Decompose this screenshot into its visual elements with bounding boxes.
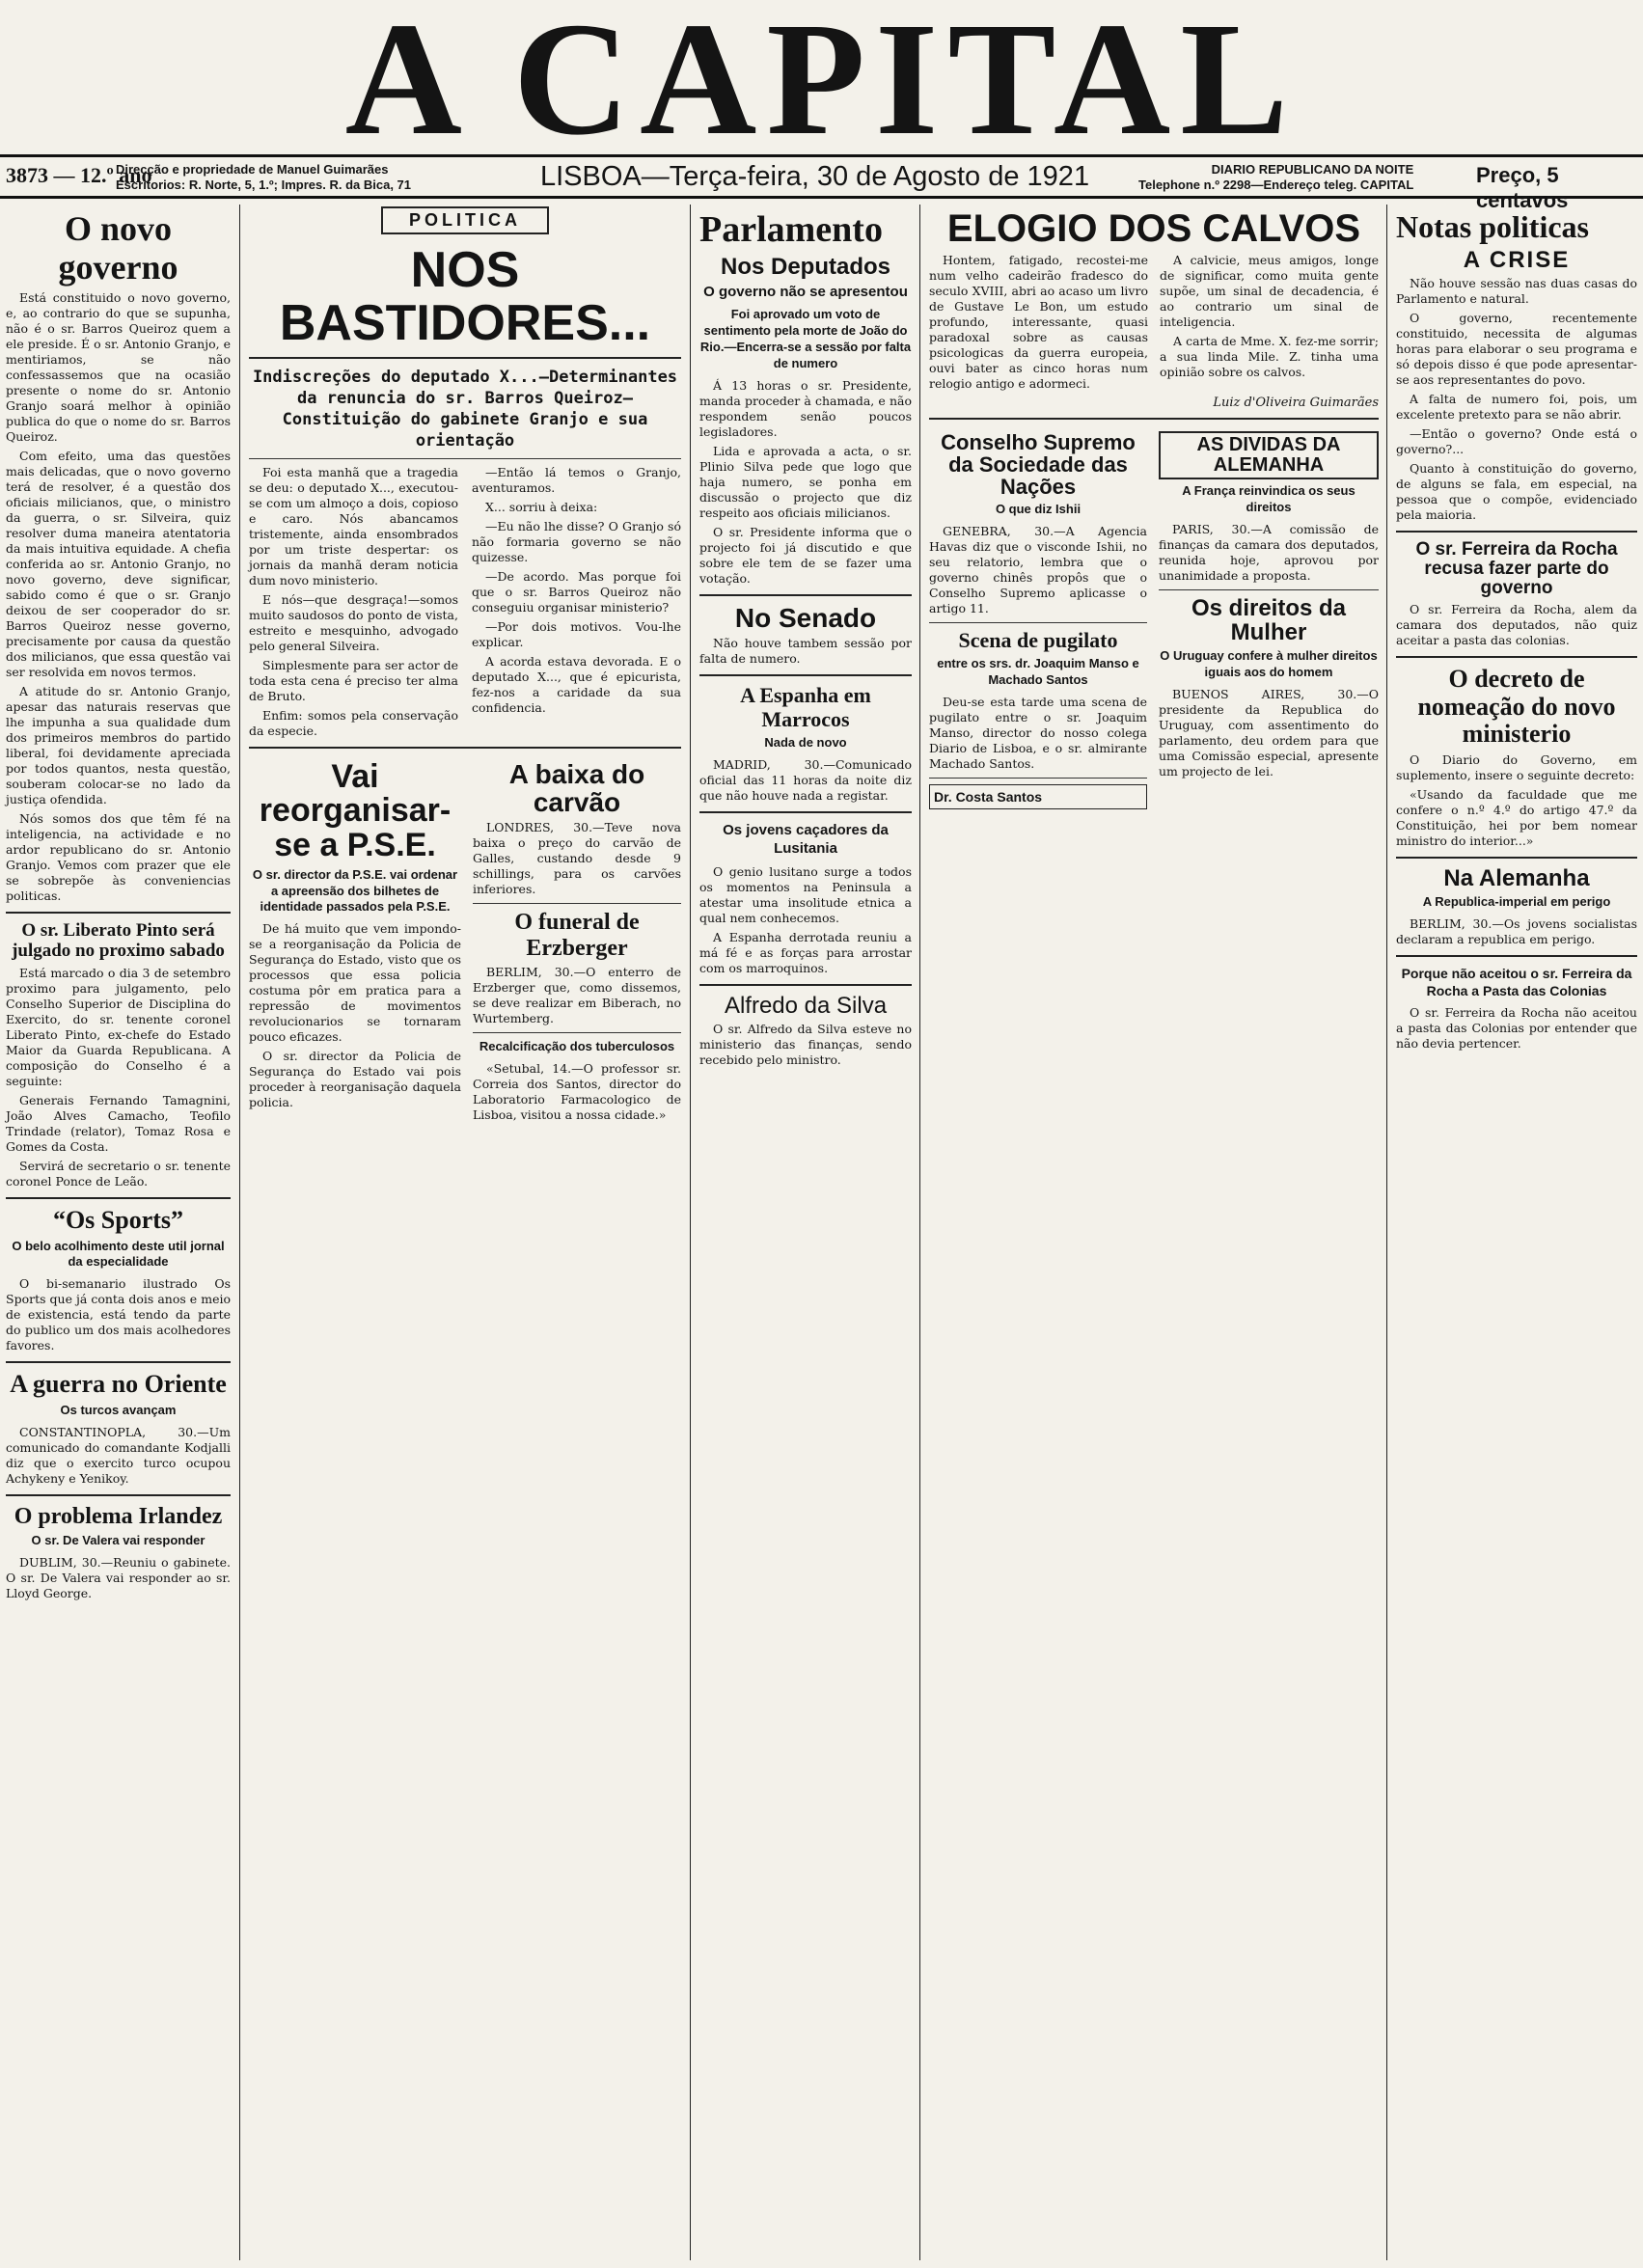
article-title: Conselho Supremo da Sociedade das Nações [941,430,1136,500]
article-title: O sr. Liberato Pinto será julgado no proximo sabado [12,920,225,962]
column-rule [690,205,691,2260]
article-paragraph: —Eu não lhe disse? O Granjo só não formaria governo se não quizesse. [472,518,681,564]
article-paragraph: Lida e aprovada a acta, o sr. Plinio Silva pede que logo que haja numero, se ponha em discussão o projecto que diz respeito aos oficiais milicianos. [699,444,912,521]
paper-info [1138,162,1413,193]
article-title: A Espanha em Marrocos [740,683,871,731]
article-body [249,465,681,739]
article-paragraph: Não houve sessão nas duas casas do Parlamento e natural. [1396,276,1637,307]
article-paragraph: Quanto à constituição do governo, de alguns se fala, em especial, na pessoa que o compõe, evidenciado pela maioria. [1396,461,1637,523]
article-paragraph: A carta de Mme. X. fez-me sorrir; a sua linda Mile. Z. tinha uma opinião sobre os calvos. [1160,334,1379,379]
divider [6,912,231,914]
article-paragraph: X... sorriu à deixa: [485,499,598,514]
article-paragraph: Com efeito, uma das questões mais delicadas, que o novo governo terá de resolver, é a questão dos oficiais milicianos, que, o ministro da guerra, o sr. Silveira, quiz resolver duma maneira atentatoria da mais intuitiva equidade. A chefia conferida ao sr. Antonio Granjo, no novo governo, deve significar, sabido como é que o sr. Granjo deixou de ser cooperador do sr. Barros Queiroz nesse governo, precisamente por causa da questão dos milicianos, que essa questão vai ser resolvida em novos termos. [6,449,231,680]
article-paragraph: LONDRES, 30.—Teve nova baixa o preço do carvão de Galles, custando desde 9 schillings, para os carvões inferiores. [473,820,681,897]
article-paragraph: O genio lusitano surge a todos os momentos na Peninsula a atestar uma insolitude etnica a qual nem conhecemos. [699,863,912,925]
article-paragraph: MADRID, 30.—Comunicado oficial das 11 horas da noite diz que não houve nada a registar. [699,756,912,803]
offices-line: Escritorios: R. Norte, 5, 1.º; Impres. R. da Bica, 71 [116,178,412,192]
divider [1396,955,1637,957]
article-paragraph: Nós somos dos que têm fé na inteligencia, na actividade e no ardor republicano do sr. Antonio Granjo. Vemos com prazer que ele se sobrepõe às conveniencias politicas. [6,811,231,904]
article-subtitle: entre os srs. dr. Joaquim Manso e Machado Santos [937,656,1139,688]
column-5 [1390,205,1643,2260]
article-title: Os jovens caçadores da Lusitania [723,821,889,858]
article-paragraph: Hontem, fatigado, recostei-me num velho cadeirão fradesco do seculo XVIII, abri ao acaso um livro de Gustave Le Bon, um estudo profundo, interessante, quasi paradoxal sobre as causas psicologicas da guerra europeia, ouvi bater as cinco horas num relogio antigo e adormeci. [929,253,1148,391]
sub-column-right [473,756,681,1127]
article-paragraph: A falta de numero foi, pois, um excelente pretexto para se não abrir. [1396,392,1637,423]
section-label: POLITICA [381,206,549,234]
author-signature: Luiz d'Oliveira Guimarães [1213,396,1379,410]
article-title: Scena de pugilato [958,628,1118,653]
article-body [929,253,1379,392]
paper-type: DIARIO REPUBLICANO DA NOITE [1211,162,1414,177]
article-subtitle: O Uruguay confere à mulher direitos iguais aos do homem [1160,648,1378,680]
article-subtitle: O belo acolhimento deste util jornal da especialidade [12,1238,225,1270]
article-paragraph: BUENOS AIRES, 30.—O presidente da Republica do Uruguay, com assentimento do parlamento, deu ordem para que uma Comissão especial, apresente um projecto de lei. [1159,686,1379,779]
article-subtitle: O governo não se apresentou [703,283,908,300]
article-paragraph: A atitude do sr. Antonio Granjo, apesar das naturais reservas que lhe impunha a sua qualidade dum dos primeiros membros do partido liberal, foi devidamente apreciada por todos quantos, nesta questão, souberam colocar-se no lado da justiça ofendida. [6,684,231,807]
article-title: A CRISE [1463,247,1571,274]
divider [929,418,1379,420]
article-paragraph: O sr. Ferreira da Rocha não aceitou a pasta das Colonias por entender que não devia pertencer. [1396,1005,1637,1052]
article-paragraph: Foi esta manhã que a tragedia se deu: o deputado X..., executou-se com um almoço a dois, copioso e caro. Nós abancamos tristemente, ainda ensombrados por um triste despertar: os jornais da manhã deram noticia dum novo ministerio. [249,464,458,587]
section-title: Parlamento [699,209,883,250]
column-1 [0,205,236,2260]
divider [699,811,912,813]
article-subtitle: Foi aprovado um voto de sentimento pela morte de João do Rio.—Encerra-se a sessão por falta de numero [699,307,912,371]
article-subtitle: Os turcos avançam [60,1402,177,1417]
article-paragraph: Generais Fernando Tamagnini, João Alves Camacho, Teofilo Trindade (relator), Tomaz Rosa e Gomes da Costa. [6,1092,231,1154]
article-paragraph: DUBLIM, 30.—Reuniu o gabinete. O sr. De Valera vai responder ao sr. Lloyd George. [6,1555,231,1601]
price: Preço, 5 centavos [1476,163,1569,212]
article-title: Nos Deputados [720,253,890,280]
article-title: A baixa do carvão [508,758,645,817]
divider [1159,589,1379,590]
column-rule [1386,205,1387,2260]
article-paragraph: O bi-semanario ilustrado Os Sports que já conta dois anos e meio de existencia, está tendo da parte do publico um dos mais acolhedores favores. [6,1276,231,1353]
divider [6,1361,231,1363]
divider [249,357,681,359]
divider [1396,857,1637,859]
article-paragraph: Está marcado o dia 3 de setembro proximo para julgamento, pelo Conselho Superior de Disciplina do Exercito, do sr. tenente coronel Liberato Pinto, ex-chefe do Estado Maior da Guarda Republicana. A composição do Conselho é a seguinte: [6,965,231,1088]
article-paragraph: Servirá de secretario o sr. tenente coronel Ponce de Leão. [6,1158,231,1189]
article-title: O novo governo [58,209,178,287]
article-title: Alfredo da Silva [724,992,888,1019]
article-paragraph: O governo, recentemente constituido, necessita de algumas horas para elaborar o seu programa e só depois disso é que pode apresentar-se aos representantes do povo. [1396,311,1637,388]
divider [699,594,912,596]
article-paragraph: —De acordo. Mas porque foi que o sr. Barros Queiroz não conseguiu organisar ministerio? [472,568,681,615]
direction-line: Direcção e propriedade de Manuel Guimarães [116,162,389,177]
article-title: Vai reorganisar-se a P.S.E. [259,757,452,863]
divider [6,1494,231,1496]
article-subtitle: O que diz Ishii [995,502,1082,517]
article-paragraph: O sr. director da Policia de Segurança do Estado vai pois proceder à reorganisação daquela policia. [249,1049,461,1110]
article-paragraph: «Usando da faculdade que me confere o n.º 4.º do artigo 47.º da Constituição, hei por bem nomear ministro do interior...» [1396,786,1637,848]
divider [249,458,681,459]
article-paragraph: «Setubal, 14.—O professor sr. Correia dos Santos, director do Laboratorio Farmacologico de Lisboa, visitou a nossa cidade.» [473,1061,681,1123]
divider [1396,656,1637,658]
article-paragraph: BERLIM, 30.—Os jovens socialistas declaram a republica em perigo. [1396,916,1637,947]
sub-column-left [929,427,1147,809]
article-paragraph: Simplesmente para ser actor de toda esta cena é preciso ter alma de Bruto. [249,657,458,703]
article-paragraph: CONSTANTINOPLA, 30.—Um comunicado do comandante Kodjalli diz que o exercito turco ocupou Achykeny e Yenikoy. [6,1424,231,1486]
article-paragraph: Está constituido o novo governo, e, ao contrario do que se supunha, não é o sr. Barros Queiroz quem a ele preside. É o sr. Antonio Granjo, e mentiriamos, se não confessassemos que na ocasião presente o nome do sr. Antonio Granjo soará melhor à opinião publica do que o nome do sr. Barros Queiroz. [6,290,231,445]
article-paragraph: GENEBRA, 30.—A Agencia Havas diz que o visconde Ishii, no seu relatorio, lembra que o governo chinês propôs que o Conselho Supremo aplicasse o artigo 11. [929,524,1147,616]
article-paragraph: —Então lá temos o Granjo, aventuramos. [472,464,681,495]
article-title: No Senado [734,603,877,634]
direction-info [116,162,411,193]
article-subtitle: A França reinvindica os seus direitos [1182,483,1355,514]
article-title: O sr. Ferreira da Rocha recusa fazer parte do governo [1415,539,1618,599]
article-title: AS DIVIDAS DA ALEMANHA [1159,431,1379,479]
article-paragraph: O sr. Ferreira da Rocha, alem da camara dos deputados, não quiz aceitar a pasta das colonias. [1396,602,1637,648]
article-paragraph: BERLIM, 30.—O enterro de Erzberger que, como dissemos, se deve realizar em Biberach, no Wurtemberg. [473,965,681,1026]
article-paragraph: O sr. Alfredo da Silva esteve no ministerio das finanças, sendo recebido pelo ministro. [699,1021,912,1067]
divider [1396,531,1637,533]
divider [473,1032,681,1033]
divider [929,622,1147,623]
ad-box: Dr. Costa Santos [929,784,1147,809]
divider [6,1197,231,1199]
article-paragraph: E nós—que desgraça!—somos muito saudosos do ponto de vista, estreito e mesquinho, advogado pelo general Silveira. [249,591,458,653]
article-paragraph: O Diario do Governo, em suplemento, insere o seguinte decreto: [1396,751,1637,782]
article-paragraph: De há muito que vem impondo-se a reorganisação da Policia de Segurança do Estado, visto que os processos que essa policia costuma pôr em pratica para a repressão de movimentos revolucionarios se tornaram pouco eficazes. [249,921,461,1045]
article-paragraph: Enfim: somos pela conservação da especie. [249,707,458,738]
divider [929,778,1147,779]
column-rule [239,205,240,2260]
divider [473,903,681,904]
article-subtitle: A Republica-imperial em perigo [1422,894,1611,910]
issue-number: 3873 — 12.º ano [6,163,152,187]
article-subtitle: O sr. director da P.S.E. vai ordenar a apreensão dos bilhetes de identidade passados pela P.S.E. [252,866,458,915]
article-title: Na Alemanha [1443,864,1590,891]
column-2 [243,205,687,2260]
divider [249,747,681,749]
article-paragraph: A acorda estava devorada. E o deputado X..., que é epicurista, fez-nos a caridade da sua confidencia. [472,653,681,715]
article-paragraph: Deu-se esta tarde uma scena de pugilato entre o sr. Joaquim Manso, director do nosso colega Diario de Lisboa, e o sr. almirante Machado Santos. [929,695,1147,772]
article-title: Os direitos da Mulher [1191,594,1347,645]
article-title: ELOGIO DOS CALVOS [946,207,1361,250]
article-subtitle: Indiscreções do deputado X...—Determinantes da renuncia do sr. Barros Queiroz—Constituição do gabinete Granjo e sua orientação [252,368,678,451]
column-3 [694,205,917,2260]
dateline-bar [0,154,1643,212]
sub-column-left [249,756,461,1127]
divider [699,984,912,986]
article-title: “Os Sports” [52,1205,184,1234]
article-title: O problema Irlandez [14,1503,223,1529]
article-paragraph: A Espanha derrotada reuniu a má fé e as forças para arrostar com os marroquinos. [699,929,912,975]
article-title: Porque não aceitou o sr. Ferreira da Rocha a Pasta das Colonias [1401,966,1632,999]
divider [699,674,912,676]
article-title: NOS BASTIDORES... [279,242,651,351]
article-paragraph: —Então o governo? Onde está o governo?... [1396,426,1637,457]
article-title: Recalcificação dos tuberculosos [479,1039,675,1054]
section-title: Notas politicas [1396,209,1589,244]
article-paragraph: O sr. Presidente informa que o projecto foi já discutido e que sobre ele tem de se fazer uma votação. [699,525,912,587]
lower-section [929,427,1379,809]
lower-section [249,756,681,1127]
column-4 [923,205,1384,2260]
article-paragraph: —Por dois motivos. Vou-lhe explicar. [472,618,681,649]
article-paragraph: PARIS, 30.—A comissão de finanças da camara dos deputados, reunida hoje, aprovou por unanimidade a proposta. [1159,521,1379,583]
telephone-info: Telephone n.º 2298—Endereço teleg. CAPITAL [1138,178,1414,192]
article-title: O funeral de Erzberger [514,910,640,961]
sub-column-right [1159,427,1379,809]
article-paragraph: Á 13 horas o sr. Presidente, manda proceder à chamada, e não respondem senão poucos legisladores. [699,378,912,440]
article-paragraph: Não houve tambem sessão por falta de numero. [699,636,912,667]
newspaper-title: A CAPITAL [344,0,1299,169]
article-title: O decreto de nomeação do novo ministerio [1417,665,1616,749]
masthead [0,0,1643,169]
article-title: A guerra no Oriente [10,1370,227,1399]
article-subtitle: O sr. De Valera vai responder [31,1533,205,1548]
article-subtitle: Nada de novo [764,734,847,750]
column-rule [919,205,920,2260]
issue-date: LISBOA—Terça-feira, 30 de Agosto de 1921 [540,161,1090,192]
article-paragraph: A calvicie, meus amigos, longe de significar, como muita gente supõe, um sinal de decadencia, é ao contrario um sinal de inteligencia. [1160,253,1379,329]
